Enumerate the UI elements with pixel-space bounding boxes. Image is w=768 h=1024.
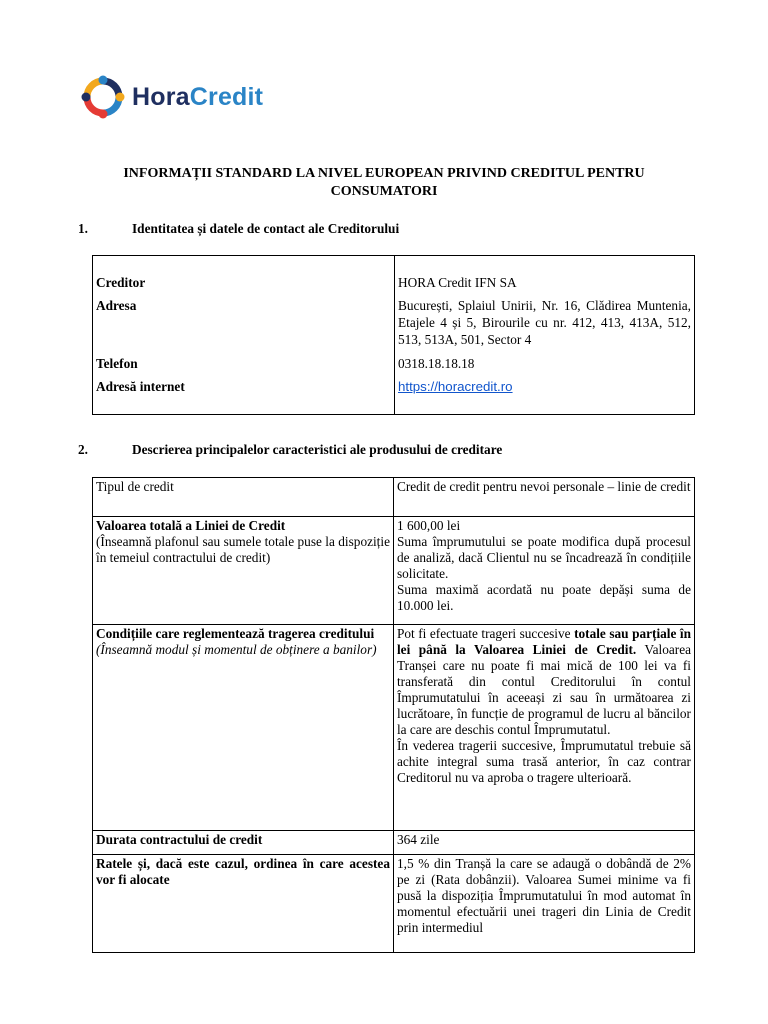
duration-value: 364 zile — [393, 831, 694, 855]
drawdown-conditions-note: (Înseamnă modul și momentul de obținere a banilor) — [96, 642, 377, 657]
total-amount-text-1: Suma împrumutului se poate modifica după procesul de analiză, dacă Clientul nu se încadrează în condițiile solicitate. — [396, 534, 691, 581]
phone-value: 0318.18.18.18 — [398, 356, 475, 371]
section-2-heading: 2. Descrierea principalelor caracteristici ale produsului de creditare — [78, 442, 503, 457]
product-characteristics-table — [92, 477, 695, 953]
table-row — [93, 855, 695, 953]
hora-credit-logo — [80, 74, 263, 120]
drawdown-conditions-text-2: În vederea tragerii succesive, Împrumutatul trebuie să achite integral suma trasă anterior, în caz contrar Creditorul nu va aproba o tragere ulterioară. — [396, 738, 691, 785]
address-value: București, Splaiul Unirii, Nr. 16, Clădirea Muntenia, Etajele 4 și 5, Birourile cu nr. 412, 413, 413A, 512, 513, 513A, 501, Sector 4 — [398, 298, 691, 347]
address-label: Adresa — [96, 298, 137, 313]
total-amount-cell — [93, 517, 394, 625]
total-amount-value: 1 600,00 lei — [396, 518, 461, 533]
section-1-heading: 1. Identitatea și datele de contact ale Creditorului — [78, 221, 400, 236]
table-divider — [394, 255, 395, 415]
table-row — [93, 478, 695, 517]
table-row — [93, 517, 695, 625]
drawdown-conditions-label: Condițiile care reglementează tragerea creditului — [96, 626, 375, 641]
document-title: INFORMAȚII STANDARD LA NIVEL EUROPEAN PRIVIND CREDITUL PENTRU CONSUMATORI — [123, 166, 645, 199]
website-link[interactable]: https://horacredit.ro — [398, 379, 513, 394]
drawdown-conditions-text-1: Pot fi efectuate trageri succesive totale sau parțiale în lei până la Valoarea Liniei de Credit. Valoarea Tranșei care nu poate fi mai mică de 100 lei va fi transferată din contul Creditorului în contul Împrumutatului în aceeași zi sau în următoarea zi lucrătoare, în funcție de programul de lucru al băncilor la care are deschis contul Împrumutatul. — [396, 626, 691, 737]
drawdown-conditions-cell — [93, 625, 394, 831]
phone-label: Telefon — [96, 356, 138, 371]
website-label: Adresă internet — [96, 379, 185, 394]
total-amount-text-2: Suma maximă acordată nu poate depăși suma de 10.000 lei. — [396, 582, 691, 613]
creditor-value: HORA Credit IFN SA — [398, 275, 517, 290]
total-amount-label: Valoarea totală a Liniei de Credit — [96, 518, 286, 533]
total-amount-value-cell — [393, 517, 694, 625]
total-amount-note: (Înseamnă plafonul sau sumele totale puse la dispoziție în temeiul contractului de credit) — [96, 534, 390, 565]
installments-value: 1,5 % din Tranșă la care se adaugă o dobândă de 2% pe zi (Rata dobânzii). Valoarea Sumei minime va fi pusă la dispoziția Împrumutatului în mod automat în momentul efectuării unei trageri din Linia de Credit prin intermediul — [393, 855, 694, 953]
duration-label: Durata contractului de credit — [93, 831, 394, 855]
credit-type-value: Credit de credit pentru nevoi personale – linie de credit — [393, 478, 694, 517]
table-row — [93, 831, 695, 855]
drawdown-conditions-value-cell — [393, 625, 694, 831]
credit-type-label: Tipul de credit — [93, 478, 394, 517]
installments-label: Ratele și, dacă este cazul, ordinea în care acestea vor fi alocate — [93, 855, 394, 953]
logo-people-icon — [80, 74, 126, 120]
logo-wordmark: HoraCredit — [132, 82, 264, 111]
table-row — [93, 625, 695, 831]
creditor-label: Creditor — [96, 275, 146, 290]
